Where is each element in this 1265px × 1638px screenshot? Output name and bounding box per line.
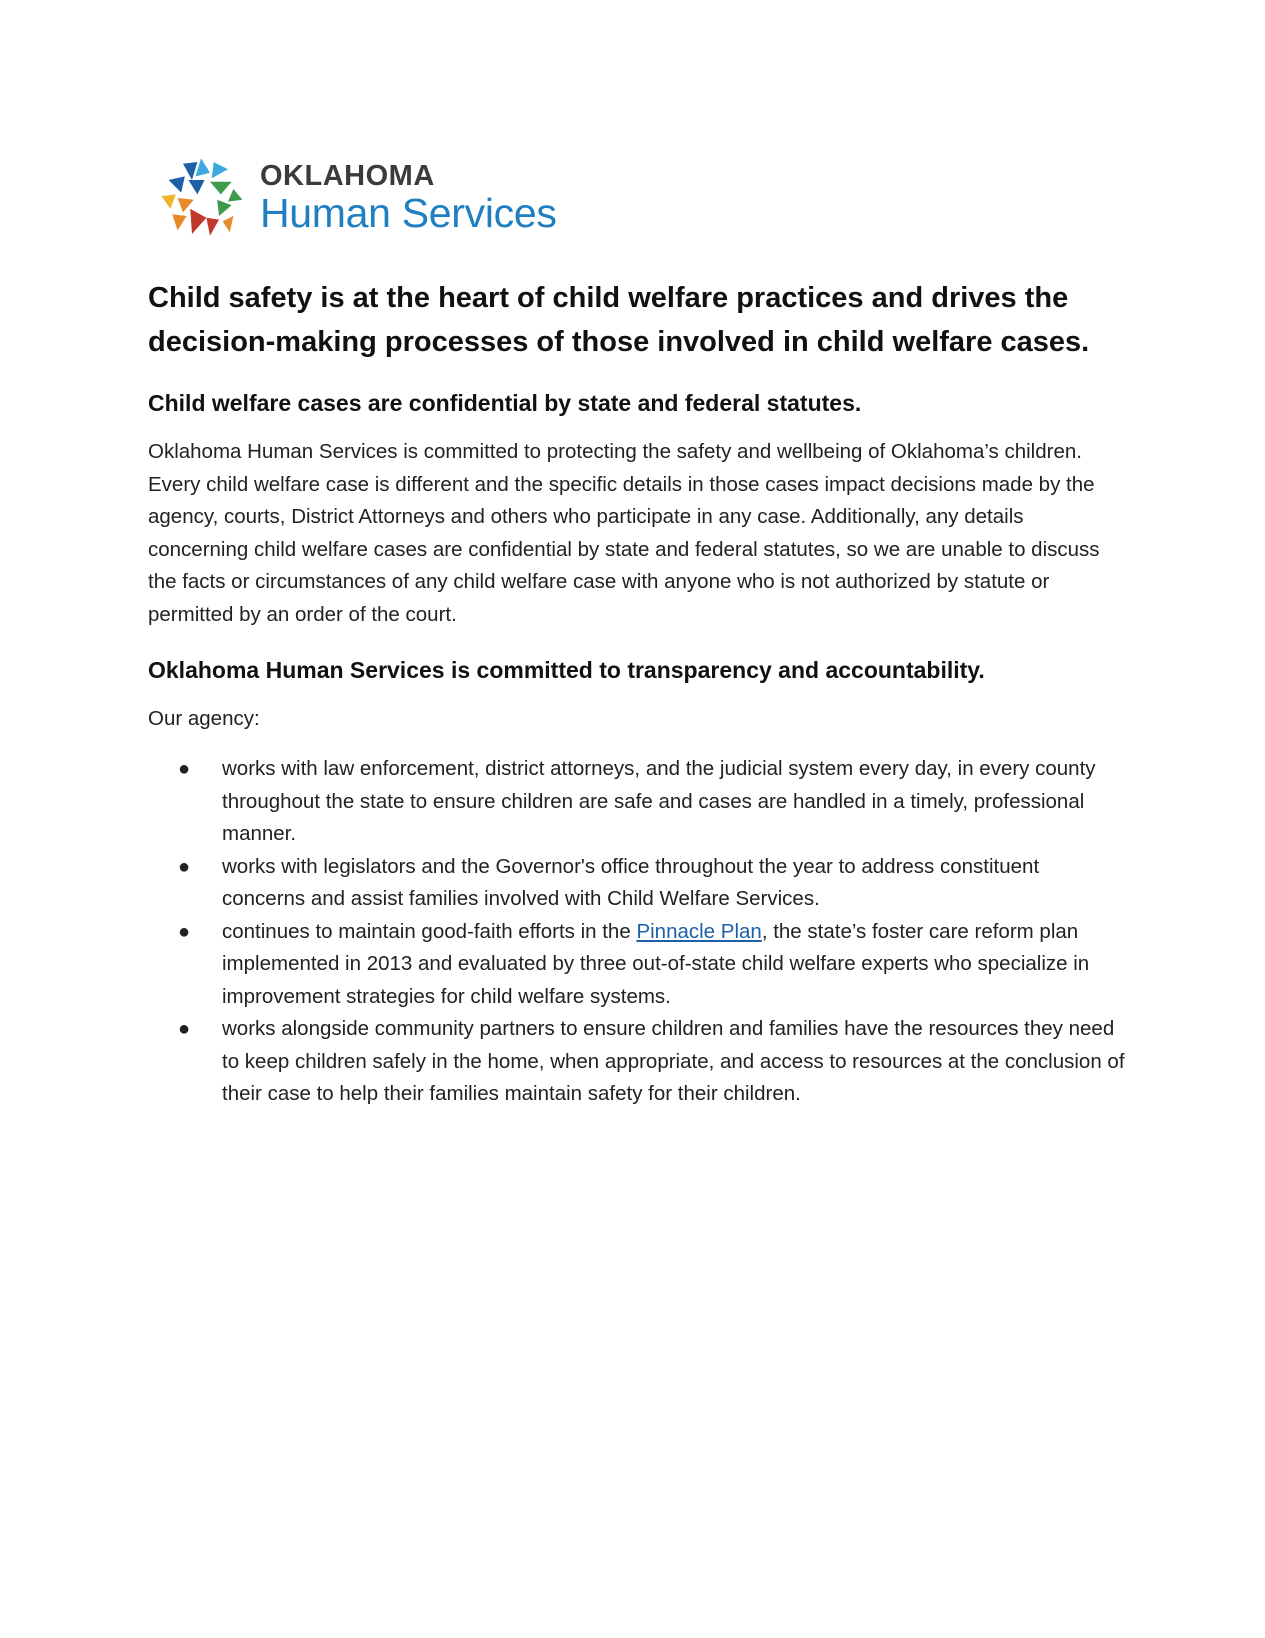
list-item-text: works with legislators and the Governor's office throughout the year to address constituent concerns and assist families involved with Child Welfare Services. bbox=[222, 854, 1040, 910]
confidentiality-heading: Child welfare cases are confidential by state and federal statutes. bbox=[148, 390, 862, 416]
list-item bbox=[148, 1013, 1128, 1111]
list-item-text-after: , the state’s foster care reform plan implemented in 2013 and evaluated by three out-of-state child welfare experts who specialize in improvement strategies for child welfare systems. bbox=[222, 919, 1090, 1008]
bullet-icon: ● bbox=[178, 1018, 191, 1040]
list-item bbox=[148, 851, 1128, 916]
list-item-text-before: continues to maintain good-faith efforts in the bbox=[222, 919, 637, 943]
bullet-icon: ● bbox=[178, 920, 191, 943]
agency-intro: Our agency: bbox=[148, 707, 260, 730]
agency-commitments-list bbox=[148, 753, 1128, 1111]
transparency-heading: Oklahoma Human Services is committed to transparency and accountability. bbox=[148, 657, 985, 683]
logo-agency-name: Human Services bbox=[260, 190, 557, 236]
confidentiality-paragraph: Oklahoma Human Services is committed to protecting the safety and wellbeing of Oklahoma’s children. Every child welfare case is different and the specific details in those cases impact decisions made by the agency, courts, District Attorneys and others who participate in any case. Additionally, any details concerning child welfare cases are confidential by state and federal statutes, so we are unable to discuss the facts or circumstances of any child welfare case with anyone who is not authorized by statute or permitted by an order of the court. bbox=[148, 440, 1100, 626]
logo-state-name: OKLAHOMA bbox=[260, 160, 435, 192]
main-heading: Child safety is at the heart of child welfare practices and drives the decision-making processes of those involved in child welfare cases. bbox=[148, 282, 1090, 358]
logo-wordmark bbox=[260, 161, 557, 235]
pinnacle-plan-link[interactable]: Pinnacle Plan bbox=[636, 919, 762, 943]
list-item bbox=[148, 916, 1128, 1014]
list-item-text: works alongside community partners to ensure children and families have the resources they need to keep children safely in the home, when appropriate, and access to resources at the conclusion of their case to help their families maintain safety for their children. bbox=[222, 1017, 1125, 1105]
bullet-icon: ● bbox=[178, 758, 191, 780]
agency-logo bbox=[156, 150, 1128, 246]
star-logo-icon bbox=[156, 153, 246, 243]
list-item bbox=[148, 753, 1128, 851]
document-page bbox=[148, 150, 1128, 1111]
bullet-icon: ● bbox=[178, 855, 191, 878]
list-item-text: works with law enforcement, district attorneys, and the judicial system every day, in every county throughout the state to ensure children are safe and cases are handled in a timely, professional manner. bbox=[222, 757, 1096, 845]
